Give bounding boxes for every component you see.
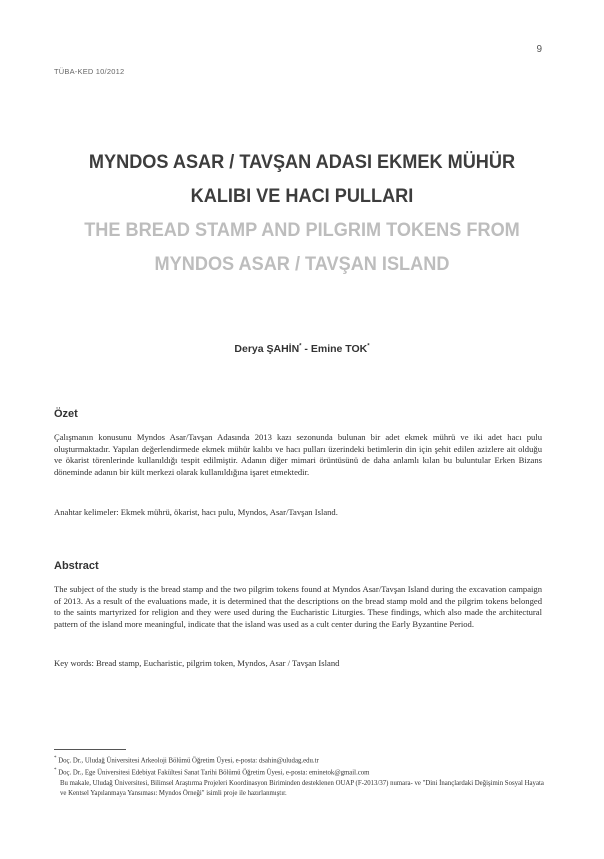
title-tr-line-1: MYNDOS ASAR / TAVŞAN ADASI EKMEK MÜHÜR: [88, 151, 516, 173]
ozet-keywords: Anahtar kelimeler: Ekmek mührü, ökarist, hacı pulu, Myndos, Asar/Tavşan Island.: [54, 507, 338, 517]
author-2-mark: *: [367, 343, 370, 350]
footnote-1-mark: *: [54, 756, 57, 761]
abstract-body: The subject of the study is the bread stamp and the two pilgrim tokens found at Myndos Asar/Tavşan Island during the excavation campaign of 2013. As a result of the evaluations made, it is determined that the descriptions on the bread stamp mold and the pilgrim tokens belonged to the saints martyrized for religion and they were used during the Eucharistic Liturgies. These findings, which also made the architectural pattern of the island more meaningful, indicate that the island was used as a cult center during the Early Byzantine Period.: [54, 584, 542, 629]
footnote-2-text: Doç. Dr., Ege Üniversitesi Edebiyat Fakültesi Sanat Tarihi Bölümü Öğretim Üyesi, e-posta: eminetok@gmail.com: [58, 769, 370, 777]
footnote-rule: [54, 749, 126, 750]
footnote-3: Bu makale, Uludağ Üniversitesi, Bilimsel Araştırma Projeleri Koordinasyon Biriminden desteklenen OUAP (F-2013/37) numara- ve "Dini İnançlardaki Değişimin Sosyal Hayata ve Kentsel Yapılanmaya Yansıması: Myndos Örneği" isimli proje ile hazırlanmıştır.: [60, 779, 544, 797]
footnote-2: [54, 766, 544, 778]
abstract-heading: Abstract: [54, 560, 99, 572]
title-block: [58, 145, 545, 281]
author-2: Emine TOK: [310, 343, 368, 355]
author-1: Derya ŞAHİN: [234, 343, 300, 355]
ozet-body: Çalışmanın konusunu Myndos Asar/Tavşan Adasında 2013 kazı sezonunda bulunan bir adet ekmek mührü ve iki adet hacı pulu oluşturmaktadır. Yapılan değerlendirmede ekmek mühür kalıbı ve hacı pulları üzerindeki betimlerin din için şehit edilen azizlere ait olduğu ve ökarist törenlerinde kullanıldığı tespit edilmiştir. Adanın diğer mimari örüntüsünü de daha anlamlı kılan bu buluntular Erken Bizans döneminde adanın bir kült merkezi olarak kullanıldığına işaret etmektedir.: [54, 432, 542, 477]
footnote-1: [54, 754, 544, 766]
footnote-2-mark: *: [54, 768, 57, 774]
footnotes: [54, 754, 544, 799]
title-en-line-1: THE BREAD STAMP AND PILGRIM TOKENS FROM: [84, 219, 520, 241]
author-line: [0, 343, 604, 355]
footnote-1-text: Doç. Dr., Uludağ Üniversitesi Arkeoloji Bölümü Öğretim Üyesi, e-posta: dsahin@uludag.edu.tr: [58, 757, 319, 765]
author-1-mark: *: [299, 343, 302, 350]
title-en-line-2: MYNDOS ASAR / TAVŞAN ISLAND: [154, 253, 450, 275]
abstract-keywords: Key words: Bread stamp, Eucharistic, pilgrim token, Myndos, Asar / Tavşan Island: [54, 658, 340, 668]
author-separator: -: [301, 343, 311, 355]
ozet-heading: Özet: [54, 408, 78, 420]
title-tr-line-2: KALIBI VE HACI PULLARI: [190, 185, 414, 207]
journal-header: TÜBA-KED 10/2012: [54, 67, 125, 76]
page-number: 9: [536, 44, 542, 55]
